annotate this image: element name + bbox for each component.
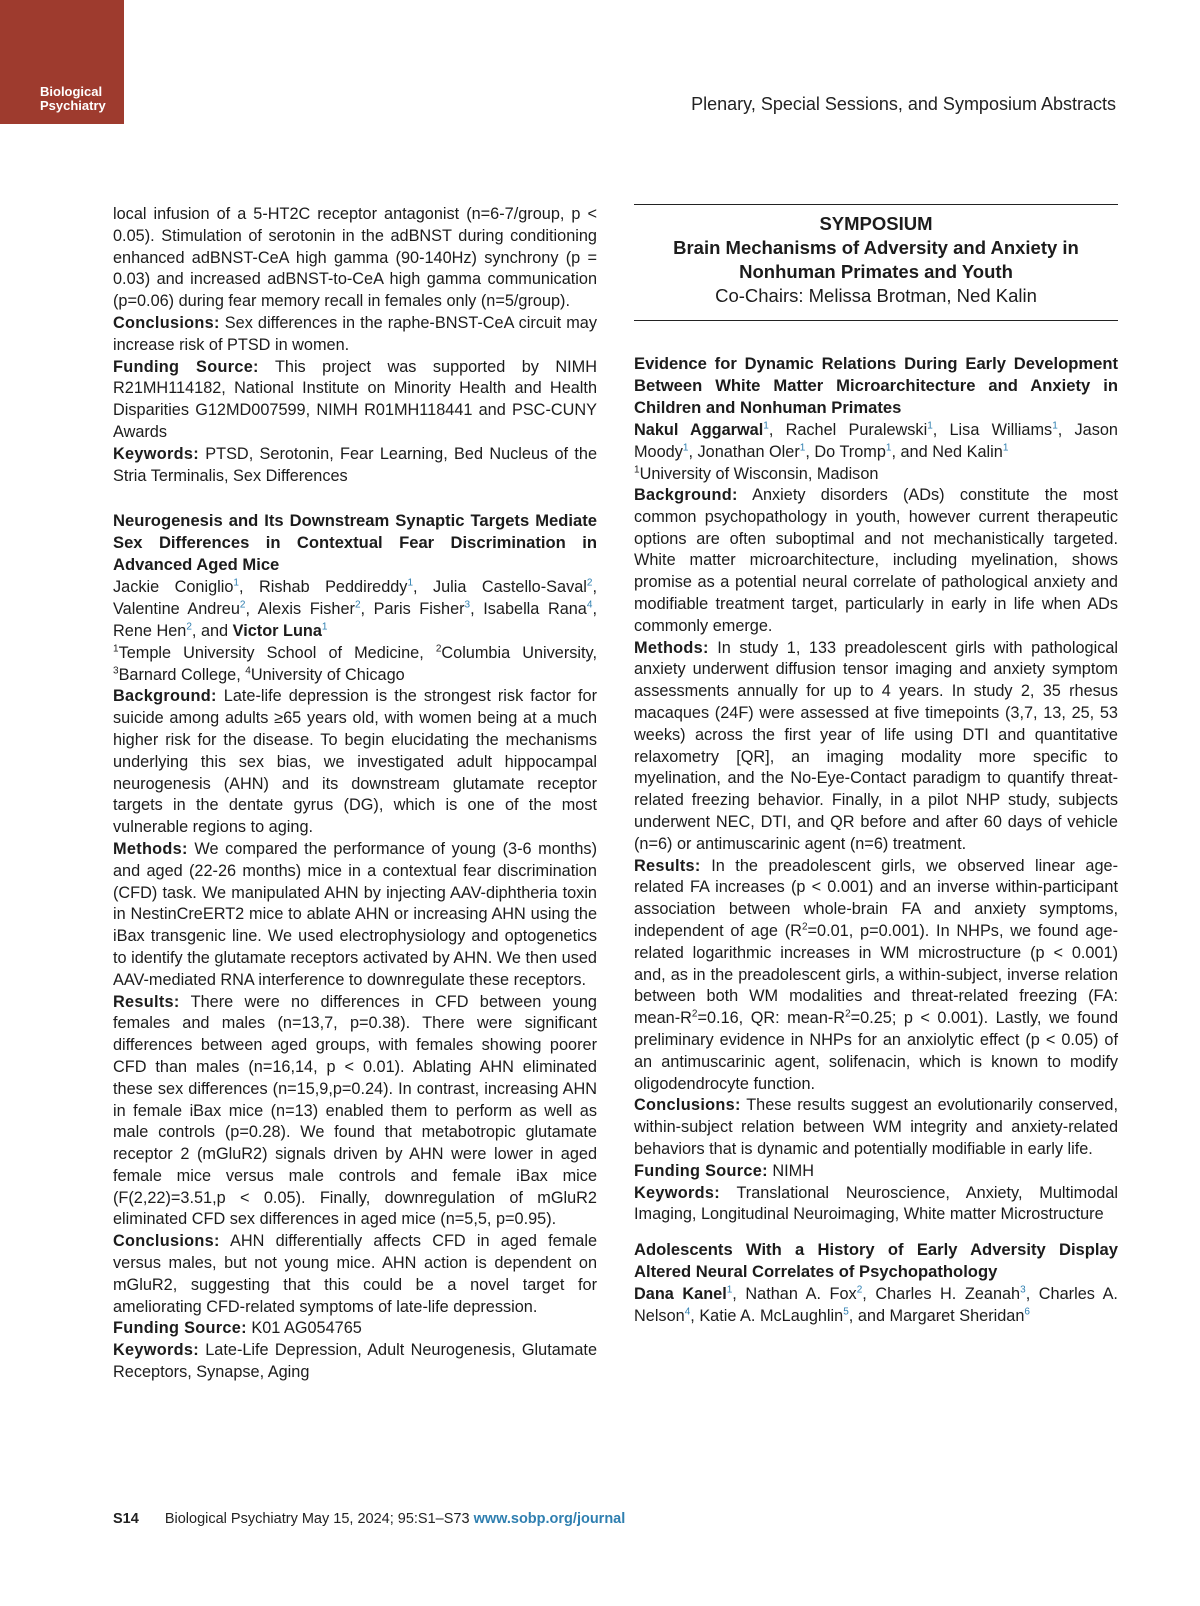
keywords-label: Keywords:	[634, 1183, 720, 1202]
author-name: Do Tromp	[814, 443, 886, 461]
abstract-title: Evidence for Dynamic Relations During Early Development Between White Matter Microarchitecture and Anxiety in Children and Nonhuman Primates	[634, 354, 1118, 417]
abstract-methods	[113, 839, 597, 992]
abstract-background	[634, 485, 1118, 638]
keywords-label: Keywords:	[113, 444, 199, 463]
author-name: Ned Kalin	[932, 443, 1003, 461]
author-affiliation-marker: 2	[239, 599, 246, 611]
background-text: Anxiety disorders (ADs) constitute the most common psychopathology in youth, however current therapeutic options are often suboptimal and not mechanistically targeted. White matter microarchitecture, including myelination, shows promise as a potential neural correlate of pathological anxiety and modifiable treatment target, particularly in early in life when ADs commonly emerge.	[634, 486, 1118, 635]
running-head: Plenary, Special Sessions, and Symposium Abstracts	[691, 94, 1116, 114]
page-number: S14	[113, 1511, 139, 1527]
continued-funding	[113, 357, 597, 444]
methods-label: Methods:	[634, 638, 709, 657]
keywords-text: PTSD, Serotonin, Fear Learning, Bed Nucleus of the Stria Terminalis, Sex Differences	[113, 444, 598, 485]
author-name: Jackie Coniglio	[113, 578, 234, 597]
methods-label: Methods:	[113, 839, 188, 858]
author-name: Valentine Andreu	[113, 600, 240, 619]
author-name: Victor Luna	[232, 622, 322, 641]
affiliation-name: University of Wisconsin, Madison	[639, 465, 879, 483]
background-label: Background:	[634, 486, 738, 504]
results-text: There were no differences in CFD between young females and males (n=13,7, p=0.38). There were significant differences between aged groups, with females showing poorer CFD than males (n=16,14, p < 0.01). Ablating AHN eliminated these sex differences (n=15,9,p=0.24). In contrast, increasing AHN in female iBax mice (n=13) enabled them to perform as well as male controls (p=0.28). We found that metabotropic glutamate receptor 2 (mGluR2) signals driven by AHN were lower in aged female mice versus male controls and female iBax mice (F(2,22)=3.51,p < 0.05). Finally, downregulation of mGluR2 eliminated CFD sex differences in aged mice (n=5,5, p=0.95).	[113, 992, 597, 1229]
abstract-keywords	[113, 1340, 597, 1384]
author-affiliation-marker: 2	[586, 577, 593, 589]
superscript: 2	[801, 921, 808, 933]
abstract-results	[113, 992, 597, 1232]
abstract-conclusions	[634, 1095, 1118, 1160]
author-name: Rachel Puralewski	[785, 421, 928, 439]
author-list: Jackie Coniglio$^1$, Rishab Peddireddy$^1$, Julia Castello-Saval$^2$, Valentine Andreu$^2$, Alexis Fisher$^2$, Paris Fisher$^3$, Isabella Rana$^4$, Rene Hen$^2$, and Victor Luna$^1$	[113, 577, 597, 641]
affiliations	[634, 463, 1118, 485]
left-column	[113, 204, 597, 1384]
conclusions-text: These results suggest an evolutionarily conserved, within-subject relation between WM integrity and anxiety-related behaviors that is dynamic and potentially modifiable in early life.	[634, 1096, 1118, 1158]
author-name: Alexis Fisher	[257, 600, 355, 619]
author-name: Charles H. Zeanah	[875, 1285, 1021, 1304]
author-affiliation-marker: 4	[586, 599, 593, 611]
author-affiliation-marker: 1	[726, 1284, 733, 1296]
author-affiliation-marker: 1	[763, 420, 769, 432]
conclusions-label: Conclusions:	[113, 313, 220, 332]
author-affiliation-marker: 1	[885, 442, 892, 454]
author-name: Nakul Aggarwal	[634, 421, 764, 439]
author-name: Rishab Peddireddy	[258, 578, 408, 597]
author-name: Lisa Williams	[949, 421, 1053, 439]
funding-label: Funding Source:	[634, 1161, 768, 1180]
author-affiliation-marker: 2	[186, 621, 192, 633]
logo-line-2: Psychiatry	[40, 98, 106, 113]
author-affiliation-marker: 1	[927, 420, 933, 432]
symposium-header	[634, 204, 1118, 321]
abstract-funding	[634, 1161, 1118, 1183]
affiliation-name: Columbia University,	[441, 644, 597, 663]
author-list: Dana Kanel$^1$, Nathan A. Fox$^2$, Charles H. Zeanah$^3$, Charles A. Nelson$^4$, Katie A. McLaughlin$^5$, and Margaret Sheridan$^6$	[634, 1284, 1118, 1326]
affiliation-name: University of Chicago	[250, 666, 405, 685]
right-column	[634, 204, 1118, 1327]
background-text: Late-life depression is the strongest risk factor for suicide among adults ≥65 years old, with women being at a much higher risk for the disease. To begin elucidating the mechanisms underlying this sex bias, we investigated adult hippocampal neurogenesis (AHN) and its downstream glutamate receptor targets in the dentate gyrus (DG), which is one of the most vulnerable regions to aging.	[113, 687, 597, 837]
abstract-funding	[113, 1318, 597, 1340]
affiliations	[113, 642, 597, 686]
results-label: Results:	[634, 856, 701, 875]
author-name: Jason Moody	[634, 421, 1118, 461]
author-affiliation-marker: 1	[1052, 420, 1058, 432]
conclusions-text: AHN differentially affects CFD in aged female versus males, but not young mice. AHN action is dependent on mGluR2, suggesting that this could be a novel target for ameliorating CFD-related symptoms of late-life depression.	[113, 1232, 598, 1316]
continued-keywords	[113, 444, 597, 488]
author-affiliation-marker: 1	[682, 442, 689, 454]
author-affiliation-marker: 2	[354, 599, 361, 611]
author-name: Nathan A. Fox	[745, 1285, 857, 1304]
author-name: Isabella Rana	[483, 600, 587, 619]
author-name: Katie A. McLaughlin	[699, 1307, 844, 1326]
results-text: In the preadolescent girls, we observed linear age-related FA increases (p < 0.001) and an inverse within-participant association between whole-brain FA and anxiety symptoms, independent of age ($R^2=0.01$, p=0.001). In NHPs, we found age-related logarithmic increases in WM microstructure (p < 0.001) and, as in the preadolescent girls, a within-subject, inverse relation between both WM modalities and threat-related freezing (FA: mean-$R^2=0.16$, QR: mean-$R^2=0.25$; p < 0.001). Lastly, we found preliminary evidence in NHPs for an anxiolytic effect (p < 0.05) of an antimuscarinic agent, solifenacin, which is known to modify oligodendrocyte function.	[634, 856, 1118, 1093]
affiliation-name: Barnard College,	[118, 666, 246, 685]
affiliation-name: Temple University School of Medicine,	[118, 644, 436, 663]
methods-text: In study 1, 133 preadolescent girls with pathological anxiety underwent diffusion tensor imaging and anxiety symptom assessments annually for up to 4 years. In study 2, 35 rhesus macaques (24F) were assessed at five timepoints (3,7, 13, 25, 53 weeks) across the first year of life using DTI and quantitative relaxometry [QR], an imaging modality more specific to myelination, and the No-Eye-Contact paradigm to quantify threat-related freezing behavior. Finally, in a pilot NHP study, subjects underwent NEC, DTI, and QR before and after 60 days of vehicle (n=6) or antimuscarinic agent (n=6) treatment.	[634, 638, 1119, 853]
author-name: Margaret Sheridan	[889, 1307, 1025, 1326]
abstract-methods	[634, 638, 1118, 856]
superscript: 2	[691, 1008, 698, 1020]
keywords-text: Translational Neuroscience, Anxiety, Multimodal Imaging, Longitudinal Neuroimaging, White matter Microstructure	[634, 1183, 1118, 1224]
affiliation-marker: 2	[435, 643, 442, 655]
affiliation-marker: 4	[245, 665, 251, 677]
abstract-keywords	[634, 1183, 1118, 1227]
abstract-results	[634, 856, 1118, 1096]
continued-text: local infusion of a 5-HT2C receptor antagonist (n=6-7/group, p < 0.05). Stimulation of serotonin in the adBNST during conditioning enhanced adBNST-CeA high gamma (90-140Hz) synchrony (p = 0.03) and increased adBNST-to-CeA high gamma communication (p=0.06) during fear memory recall in females only (n=5/group).	[113, 205, 597, 311]
author-affiliation-marker: 6	[1024, 1306, 1030, 1318]
keywords-text: Late-Life Depression, Adult Neurogenesis, Glutamate Receptors, Synapse, Aging	[113, 1341, 597, 1382]
symposium-chairs: Co-Chairs: Melissa Brotman, Ned Kalin	[715, 285, 1037, 306]
funding-text: K01 AG054765	[251, 1319, 362, 1338]
conclusions-label: Conclusions:	[634, 1096, 741, 1115]
funding-text: NIMH	[772, 1161, 814, 1180]
author-affiliation-marker: 1	[1002, 442, 1009, 454]
author-affiliation-marker: 3	[1020, 1284, 1026, 1296]
author-affiliation-marker: 5	[843, 1306, 849, 1318]
symposium-label: SYMPOSIUM	[819, 213, 933, 234]
methods-text: We compared the performance of young (3-6 months) and aged (22-26 months) mice in a contextual fear discrimination (CFD) task. We manipulated AHN by injecting AAV-diphtheria toxin in NestinCreERT2 mice to ablate AHN or increasing AHN using the iBax transgenic line. We used electrophysiology and optogenetics to identify the glutamate receptors activated by AHN. We then used AAV-mediated RNA interference to downregulate these receptors.	[113, 839, 597, 989]
author-affiliation-marker: 1	[407, 577, 414, 589]
journal-logo	[0, 0, 124, 124]
author-affiliation-marker: 3	[464, 599, 471, 611]
author-name: Paris Fisher	[373, 600, 465, 619]
superscript: 2	[845, 1008, 851, 1020]
author-affiliation-marker: 1	[321, 621, 328, 633]
conclusions-label: Conclusions:	[113, 1232, 220, 1251]
author-name: Dana Kanel	[634, 1285, 727, 1304]
affiliation-marker: 3	[113, 665, 119, 677]
abstract-conclusions	[113, 1231, 597, 1318]
funding-text: This project was supported by NIMH R21MH114182, National Institute on Minority Health and Health Disparities G12MD007599, NIMH R01MH118441 and PSC-CUNY Awards	[113, 357, 597, 441]
symposium-title: Brain Mechanisms of Adversity and Anxiety in Nonhuman Primates and Youth	[673, 237, 1079, 282]
author-affiliation-marker: 4	[684, 1306, 691, 1318]
page-footer	[113, 1511, 625, 1527]
logo-line-1: Biological	[40, 84, 103, 99]
author-name: Rene Hen	[113, 622, 187, 641]
continued-conclusions	[113, 313, 597, 357]
author-name: Julia Castello-Saval	[432, 578, 587, 597]
author-affiliation-marker: 2	[856, 1284, 863, 1296]
background-label: Background:	[113, 687, 217, 706]
author-name: Jonathan Oler	[697, 443, 800, 461]
affiliation-marker: 1	[634, 464, 640, 476]
funding-label: Funding Source:	[113, 1319, 247, 1338]
keywords-label: Keywords:	[113, 1341, 199, 1360]
results-label: Results:	[113, 992, 180, 1011]
funding-label: Funding Source:	[113, 357, 259, 376]
author-affiliation-marker: 1	[233, 577, 239, 589]
author-list: Nakul Aggarwal$^1$, Rachel Puralewski$^1$, Lisa Williams$^1$, Jason Moody$^1$, Jonathan Oler$^1$, Do Tromp$^1$, and Ned Kalin$^1$	[634, 420, 1118, 461]
author-name: Charles A. Nelson	[634, 1285, 1118, 1326]
abstract-title: Adolescents With a History of Early Adversity Display Altered Neural Correlates of Psychopathology	[634, 1240, 1118, 1282]
journal-link[interactable]: www.sobp.org/journal	[473, 1511, 626, 1527]
abstract-title: Neurogenesis and Its Downstream Synaptic Targets Mediate Sex Differences in Contextual Fear Discrimination in Advanced Aged Mice	[113, 511, 597, 575]
abstract-background	[113, 686, 597, 839]
affiliation-marker: 1	[113, 643, 119, 655]
author-affiliation-marker: 1	[799, 442, 806, 454]
journal-citation: Biological Psychiatry May 15, 2024; 95:S1–S73	[164, 1511, 470, 1527]
conclusions-text: Sex differences in the raphe-BNST-CeA circuit may increase risk of PTSD in women.	[113, 313, 597, 354]
